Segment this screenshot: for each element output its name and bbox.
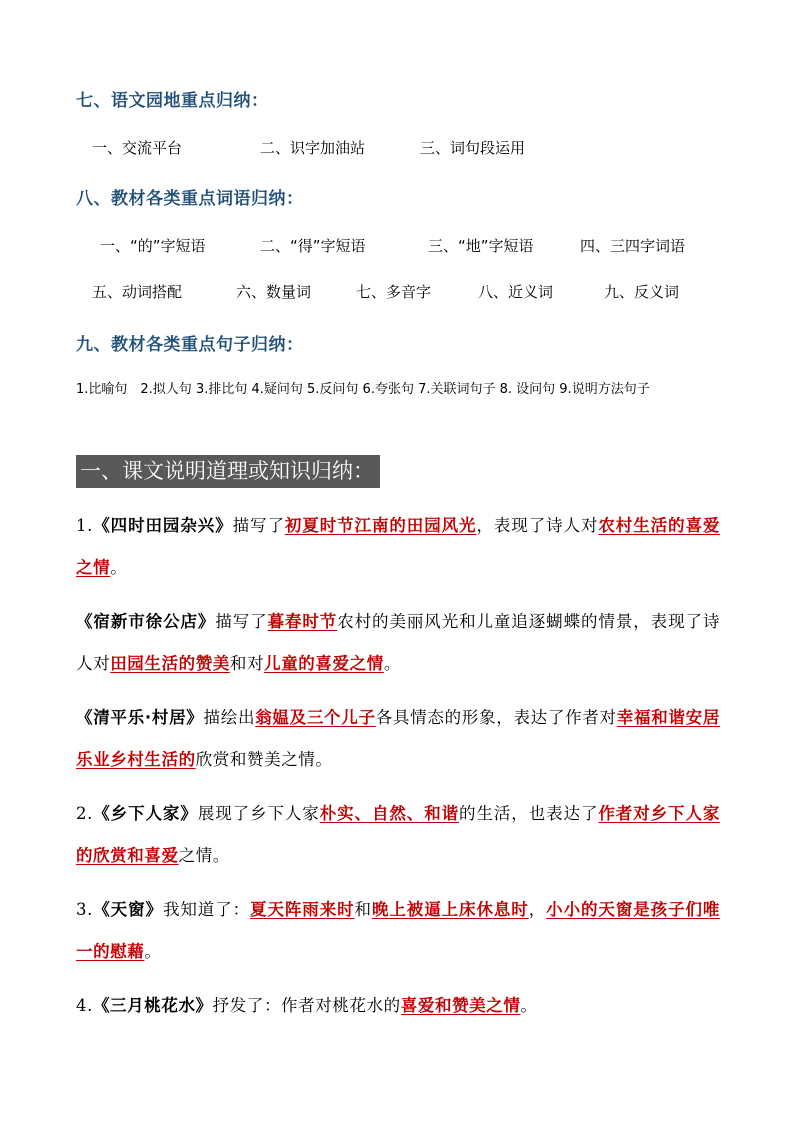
section-7-items — [0, 137, 794, 159]
text-title: 《宿新市徐公店》 — [76, 612, 216, 631]
list-item: 七、多音字 — [356, 283, 432, 301]
text-run: 和对 — [229, 654, 265, 673]
paragraph-5 — [76, 889, 720, 973]
text-run: ， — [528, 900, 547, 919]
text-run: 描写了 — [232, 516, 285, 535]
text-run: 欣赏和赞美之情。 — [195, 750, 333, 769]
highlight-phrase: 作者对乡下人家的欣赏和喜爱 — [76, 804, 720, 865]
text-run: 之情。 — [178, 846, 230, 865]
text-run: 。 — [383, 654, 401, 673]
list-item: 一、交流平台 — [92, 139, 183, 157]
text-run: 的生活，也表达了 — [459, 804, 599, 823]
highlight-phrase: 初夏时节江南的田园风光 — [284, 516, 477, 535]
paragraph-4 — [76, 793, 720, 877]
highlight-phrase: 喜爱和赞美之情 — [400, 996, 521, 1015]
list-item: 三、“地”字短语 — [428, 237, 534, 255]
text-run: 。 — [144, 942, 162, 961]
text-run: 抒发了：作者对桃花水的 — [212, 996, 401, 1015]
highlight-phrase: 田园生活的赞美 — [110, 654, 230, 673]
text-title: 《三月桃花水》 — [92, 996, 213, 1015]
list-item: 三、词句段运用 — [420, 139, 526, 157]
sentence-types-list: 1.比喻句 2.拟人句 3.排比句 4.疑问句 5.反问句 6.夸张句 7.关联词句子 8. 设问句 9.说明方法句子 — [76, 382, 650, 397]
list-item: 二、“得”字短语 — [260, 237, 366, 255]
text-run: 和 — [354, 900, 372, 919]
highlight-phrase: 儿童的喜爱之情 — [264, 654, 384, 673]
section-8-row-2 — [0, 281, 794, 303]
text-run: 。 — [520, 996, 538, 1015]
text-title: 《清平乐·村居》 — [76, 708, 204, 727]
section-heading-9: 九、教材各类重点句子归纳： — [76, 335, 304, 355]
item-number: 4. — [76, 996, 93, 1015]
item-number: 3. — [76, 900, 93, 919]
list-item: 四、三四字词语 — [580, 237, 686, 255]
list-item: 八、近义词 — [478, 283, 554, 301]
highlight-phrase: 朴实、自然、和谐 — [319, 804, 460, 823]
text-run: 。 — [110, 558, 128, 577]
highlight-phrase: 晚上被逼上床休息时 — [371, 900, 529, 919]
paragraph-1 — [76, 505, 720, 589]
highlight-phrase: 夏天阵雨来时 — [250, 900, 355, 919]
text-run: ，表现了诗人对 — [476, 516, 599, 535]
item-number: 2. — [76, 804, 93, 823]
text-run: 各具情态的形象，表达了作者对 — [375, 708, 617, 727]
section-banner: 一、课文说明道理或知识归纳： — [76, 455, 380, 488]
paragraph-2 — [76, 601, 720, 685]
item-number: 1. — [76, 516, 93, 535]
list-item: 九、反义词 — [604, 283, 680, 301]
text-run: 描绘出 — [203, 708, 256, 727]
text-title: 《四时田园杂兴》 — [92, 516, 233, 535]
highlight-phrase: 暮春时节 — [267, 612, 338, 631]
paragraph-6 — [76, 985, 720, 1027]
list-item: 二、识字加油站 — [260, 139, 366, 157]
text-title: 《乡下人家》 — [92, 804, 198, 823]
text-run: 展现了乡下人家 — [197, 804, 320, 823]
highlight-phrase: 幸福和谐安居乐业乡村生活的 — [76, 708, 720, 769]
section-heading-8: 八、教材各类重点词语归纳： — [76, 189, 304, 209]
text-run: 描写了 — [215, 612, 268, 631]
text-title: 《天窗》 — [92, 900, 163, 919]
highlight-phrase: 翁媪及三个儿子 — [255, 708, 376, 727]
list-item: 五、动词搭配 — [92, 283, 183, 301]
text-run: 农村的美丽风光和儿童追逐蝴蝶的情景，表现了诗人对 — [76, 612, 720, 673]
section-8-row-1 — [0, 235, 794, 257]
text-run: 我知道了： — [162, 900, 251, 919]
highlight-phrase: 小小的天窗是孩子们唯一的慰藉 — [76, 900, 721, 961]
paragraph-3 — [76, 697, 720, 781]
list-item: 一、“的”字短语 — [100, 237, 206, 255]
list-item: 六、数量词 — [236, 283, 312, 301]
section-heading-7: 七、语文园地重点归纳： — [76, 91, 269, 111]
highlight-phrase: 农村生活的喜爱之情 — [76, 516, 720, 577]
